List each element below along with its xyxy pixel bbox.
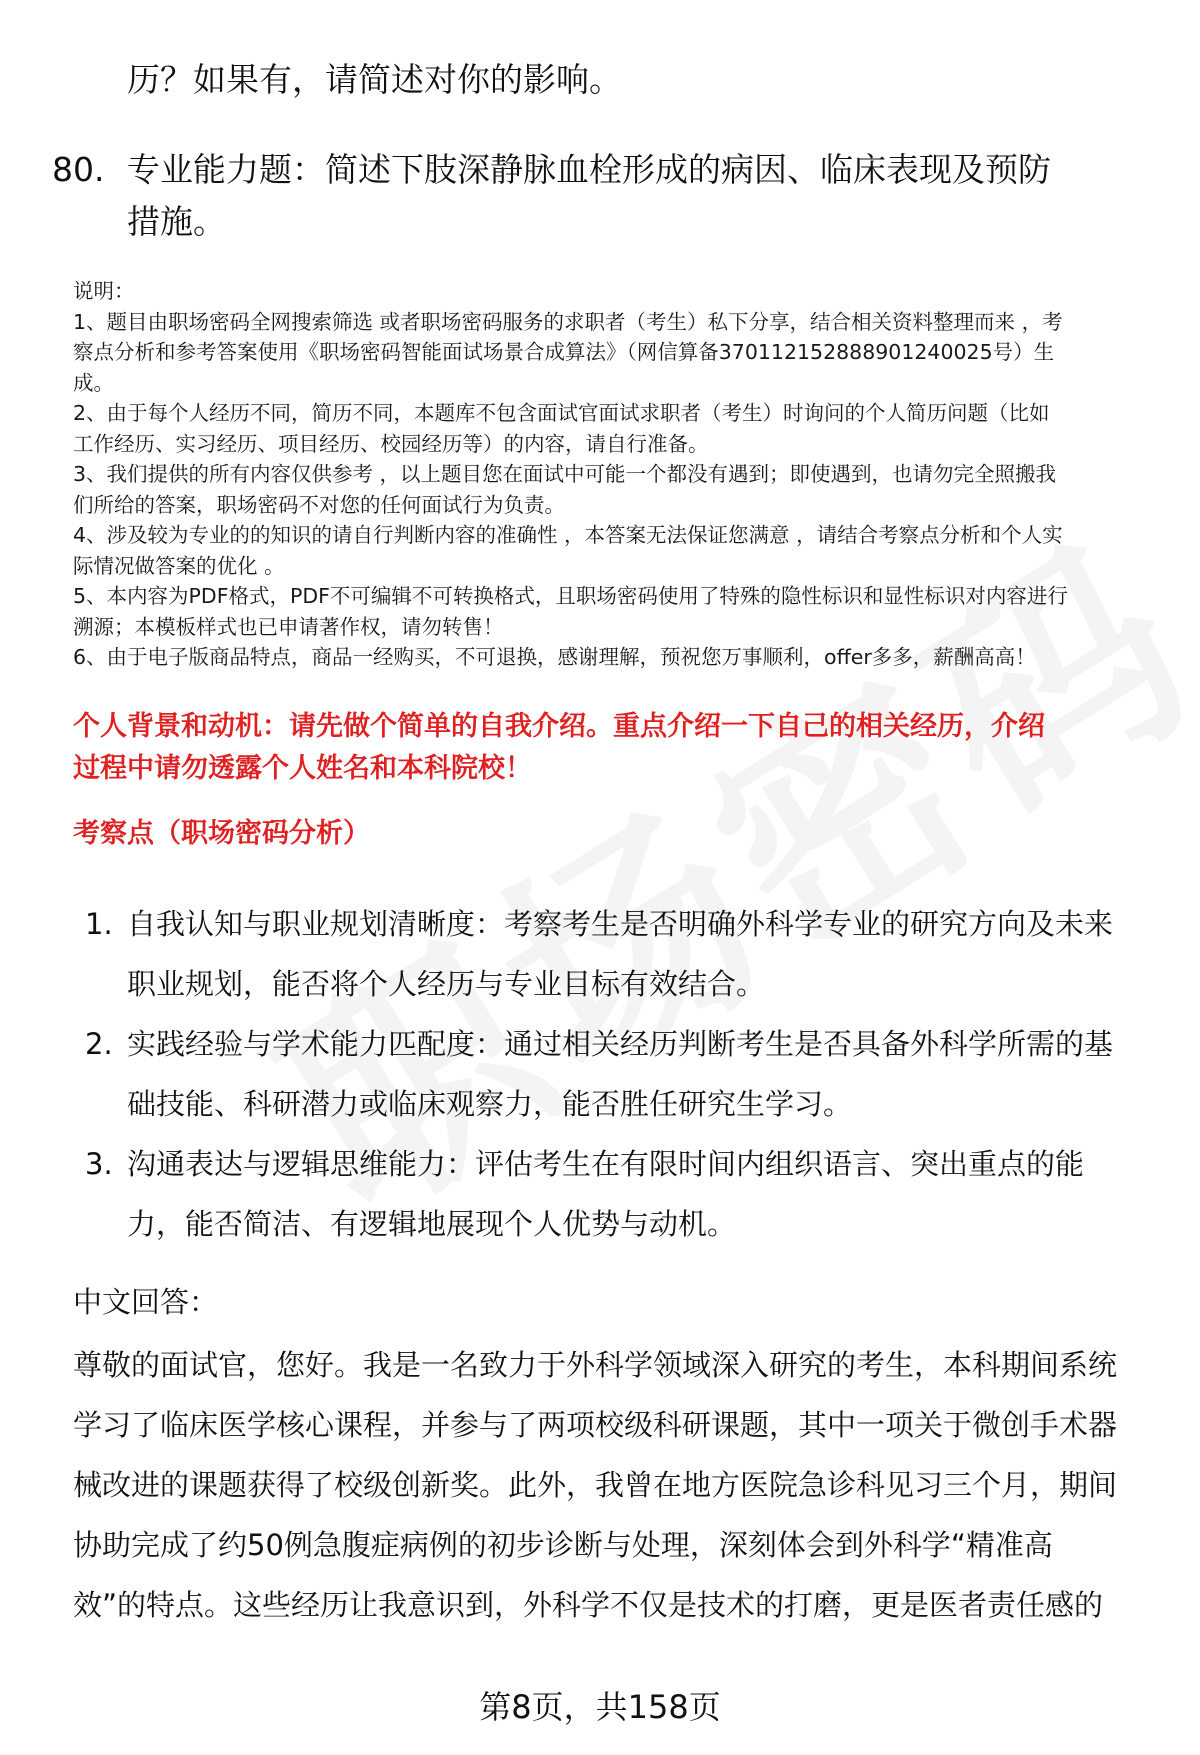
notes-line: 工作经历、实习经历、项目经历、校园经历等）的内容，请自行准备。 bbox=[73, 431, 709, 456]
notes-line: 3、我们提供的所有内容仅供参考 ，以上题目您在面试中可能一个都没有遇到；即使遇到，也请勿完全照搬我 bbox=[73, 462, 1057, 486]
analysis-title: 考察点（职场密码分析） bbox=[73, 818, 370, 849]
page-footer: 第8页，共158页 bbox=[479, 1688, 721, 1726]
answer-label: 中文回答： bbox=[73, 1285, 219, 1319]
interview-question bbox=[73, 706, 1153, 790]
analysis-point bbox=[85, 1134, 1160, 1254]
notes-line: 1、题目由职场密码全网搜索筛选 或者职场密码服务的求职者（考生）私下分享，结合相关资料整理而来 ，考 bbox=[73, 309, 1063, 334]
answer-line: 学习了临床医学核心课程，并参与了两项校级科研课题，其中一项关于微创手术器 bbox=[73, 1408, 1118, 1442]
notes-line: 溯源；本模板样式也已申请著作权，请勿转售！ bbox=[73, 614, 504, 639]
interview-question-line: 过程中请勿透露个人姓名和本科院校！ bbox=[73, 753, 532, 784]
notes-line: 4、涉及较为专业的的知识的请自行判断内容的准确性 ，本答案无法保证您满意 ，请结合考察点分析和个人实 bbox=[73, 523, 1063, 547]
question-line: 专业能力题：简述下肢深静脉血栓形成的病因、临床表现及预防 bbox=[127, 150, 1051, 189]
point-number: 3. bbox=[85, 1147, 113, 1181]
analysis-point bbox=[85, 1014, 1160, 1134]
analysis-point bbox=[85, 894, 1160, 1014]
question-80 bbox=[52, 144, 1162, 248]
point-line: 力，能否简洁、有逻辑地展现个人优势与动机。 bbox=[127, 1207, 737, 1241]
question-number: 80. bbox=[52, 150, 105, 189]
point-number: 1. bbox=[85, 907, 113, 941]
answer-line: 尊敬的面试官，您好。我是一名致力于外科学领域深入研究的考生，本科期间系统 bbox=[73, 1348, 1118, 1382]
analysis-points bbox=[85, 894, 1160, 1254]
notes-section bbox=[73, 276, 1153, 673]
answer-line: 效”的特点。这些经历让我意识到，外科学不仅是技术的打磨，更是医者责任感的 bbox=[73, 1588, 1104, 1622]
point-line: 实践经验与学术能力匹配度：通过相关经历判断考生是否具备外科学所需的基 bbox=[127, 1027, 1114, 1061]
answer-body bbox=[73, 1335, 1158, 1635]
answer-line: 协助完成了约50例急腹症病例的初步诊断与处理，深刻体会到外科学“精准高 bbox=[73, 1528, 1053, 1562]
point-line: 沟通表达与逻辑思维能力：评估考生在有限时间内组织语言、突出重点的能 bbox=[127, 1147, 1085, 1181]
point-line: 职业规划，能否将个人经历与专业目标有效结合。 bbox=[127, 967, 766, 1001]
point-line: 自我认知与职业规划清晰度：考察考生是否明确外科学专业的研究方向及未来 bbox=[127, 907, 1114, 941]
answer-line: 械改进的课题获得了校级创新奖。此外，我曾在地方医院急诊科见习三个月，期间 bbox=[73, 1468, 1118, 1502]
notes-line: 察点分析和参考答案使用《职场密码智能面试场景合成算法》（网信算备370112152888901240025号）生 bbox=[73, 340, 1055, 364]
point-line: 础技能、科研潜力或临床观察力，能否胜任研究生学习。 bbox=[127, 1087, 853, 1121]
notes-line: 2、由于每个人经历不同，简历不同，本题库不包含面试官面试求职者（考生）时询问的个人简历问题（比如 bbox=[73, 401, 1050, 425]
notes-heading: 说明： bbox=[73, 279, 135, 303]
question-continuation: 历？如果有，请简述对你的影响。 bbox=[127, 60, 622, 99]
notes-line: 成。 bbox=[73, 370, 114, 395]
notes-line: 们所给的答案，职场密码不对您的任何面试行为负责。 bbox=[73, 492, 565, 517]
question-line: 措施。 bbox=[127, 202, 226, 241]
notes-line: 6、由于电子版商品特点，商品一经购买，不可退换，感谢理解，预祝您万事顺利，offer多多，薪酬高高！ bbox=[73, 645, 1036, 669]
notes-line: 际情况做答案的优化 。 bbox=[73, 553, 285, 578]
point-number: 2. bbox=[85, 1027, 113, 1061]
interview-question-line: 个人背景和动机：请先做个简单的自我介绍。重点介绍一下自己的相关经历，介绍 bbox=[73, 711, 1045, 742]
notes-line: 5、本内容为PDF格式，PDF不可编辑不可转换格式，且职场密码使用了特殊的隐性标识和显性标识对内容进行 bbox=[73, 584, 1068, 608]
